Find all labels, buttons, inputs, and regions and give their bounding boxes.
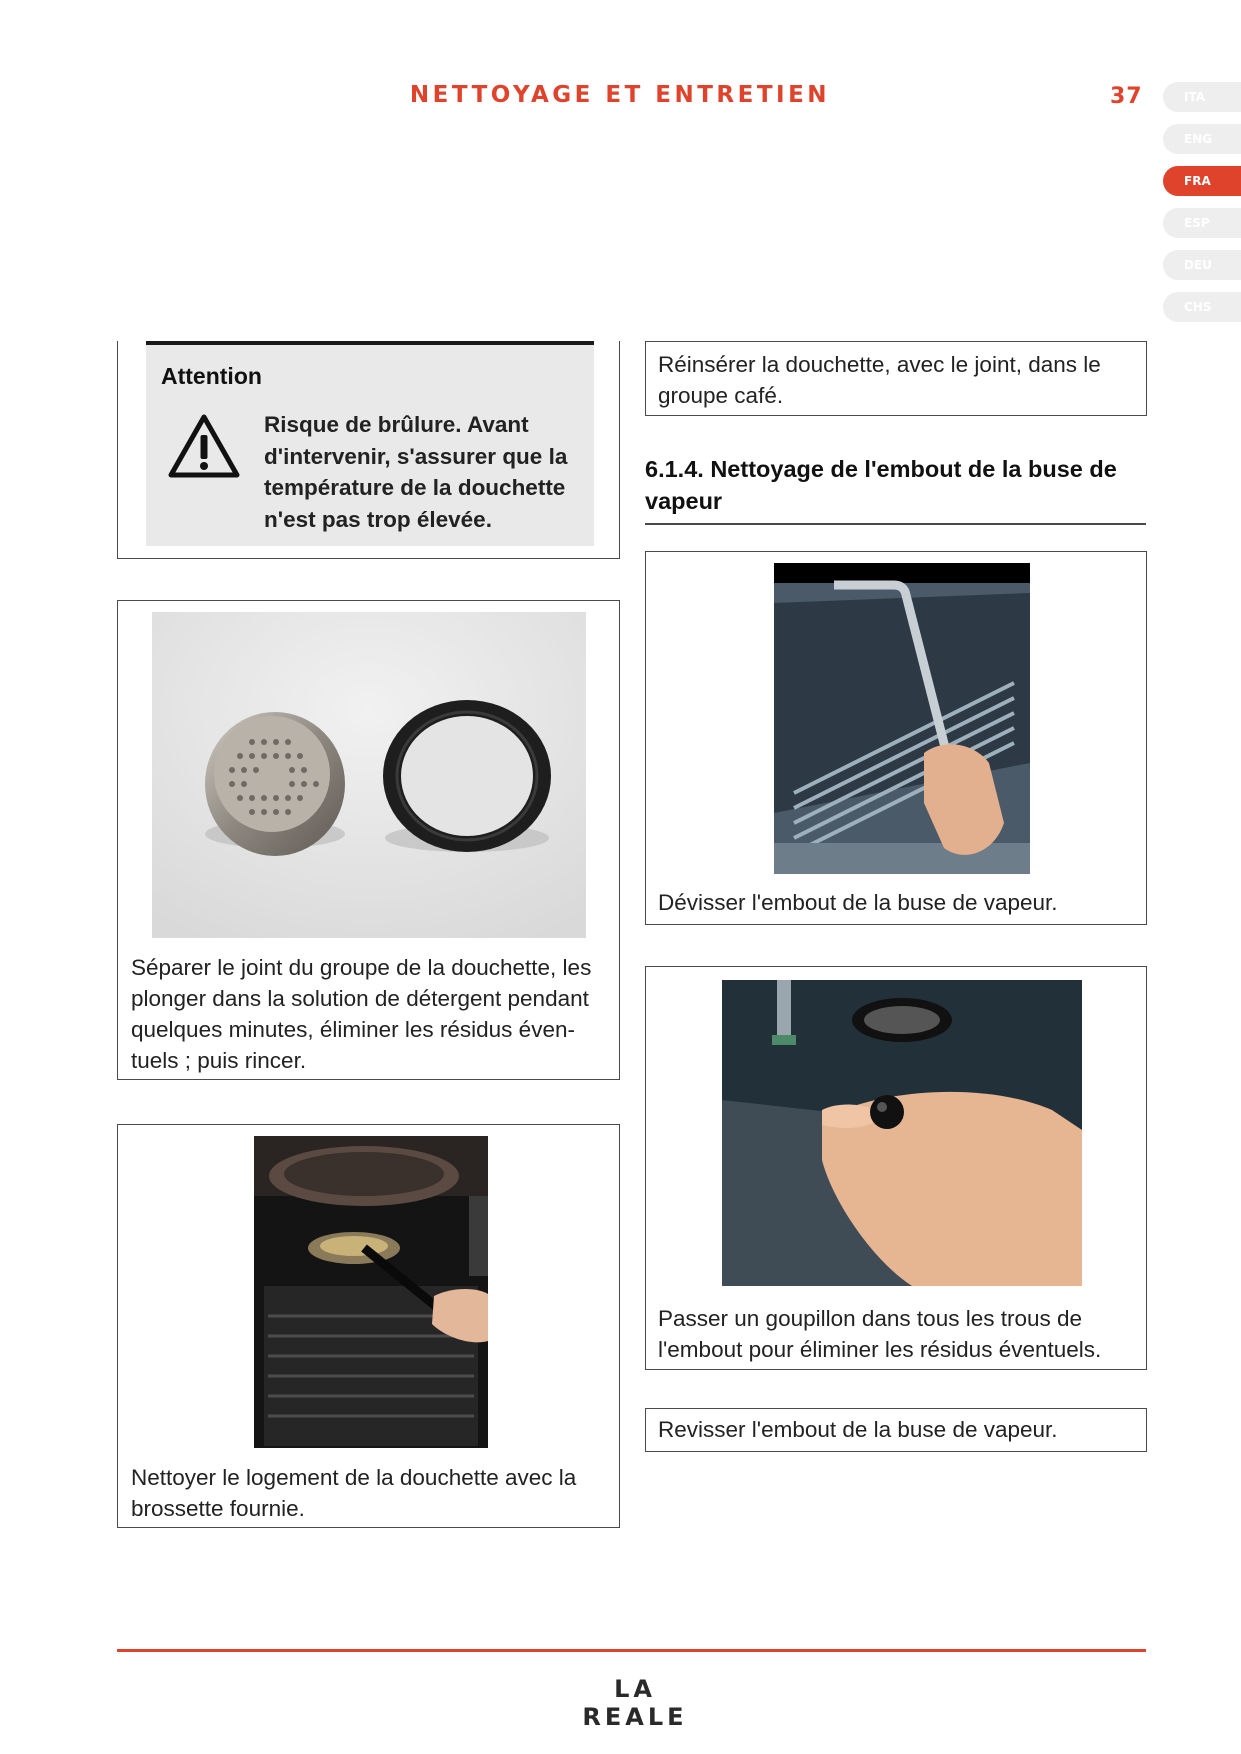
attention-title: Attention bbox=[161, 363, 262, 389]
page-header-title: NETTOYAGE ET ENTRETIEN bbox=[409, 82, 831, 108]
warning-triangle-icon bbox=[168, 413, 240, 479]
language-tab-ita[interactable]: ITA bbox=[1163, 82, 1241, 112]
section-heading: 6.1.4. Nettoyage de l'embout de la buse de vapeur bbox=[645, 456, 1117, 514]
footer-rule bbox=[117, 1649, 1146, 1652]
steam-tip-in-hand-photo bbox=[722, 980, 1082, 1286]
brand-logo: LA REALE bbox=[582, 1675, 688, 1731]
page-number: 37 bbox=[1110, 84, 1143, 109]
language-tab-deu[interactable]: DEU bbox=[1163, 250, 1241, 280]
section-rule bbox=[645, 523, 1146, 525]
shower-screen-and-gasket-photo bbox=[152, 612, 586, 938]
unscrewing-steam-wand-photo bbox=[774, 563, 1030, 874]
unscrew-tip-caption: Dévisser l'embout de la buse de vapeur. bbox=[658, 890, 1058, 915]
language-tab-fra[interactable]: FRA bbox=[1163, 166, 1241, 196]
attention-notice bbox=[146, 341, 594, 546]
language-tab-chs[interactable]: CHS bbox=[1163, 292, 1241, 322]
attention-text: Risque de brûlure. Avant d'intervenir, s'assurer que la température de la douchette n'est pas trop élevée. bbox=[264, 412, 568, 532]
brush-cleaning-caption: Nettoyer le logement de la douchette avec la brossette fournie. bbox=[131, 1465, 577, 1521]
separate-gasket-caption: Séparer le joint du groupe de la douchette, les plonger dans la solution de détergent pendant quelques minutes, éliminer les résidus éven-tuels ; puis rincer. bbox=[131, 955, 592, 1073]
reinsert-shower-text: Réinsérer la douchette, avec le joint, dans le groupe café. bbox=[658, 352, 1101, 408]
brush-cleaning-group-photo bbox=[254, 1136, 488, 1448]
clean-tip-caption: Passer un goupillon dans tous les trous de l'embout pour éliminer les résidus éventuels. bbox=[658, 1306, 1102, 1362]
rescrew-tip-text: Revisser l'embout de la buse de vapeur. bbox=[658, 1417, 1058, 1442]
language-tab-eng[interactable]: ENG bbox=[1163, 124, 1241, 154]
language-tab-esp[interactable]: ESP bbox=[1163, 208, 1241, 238]
